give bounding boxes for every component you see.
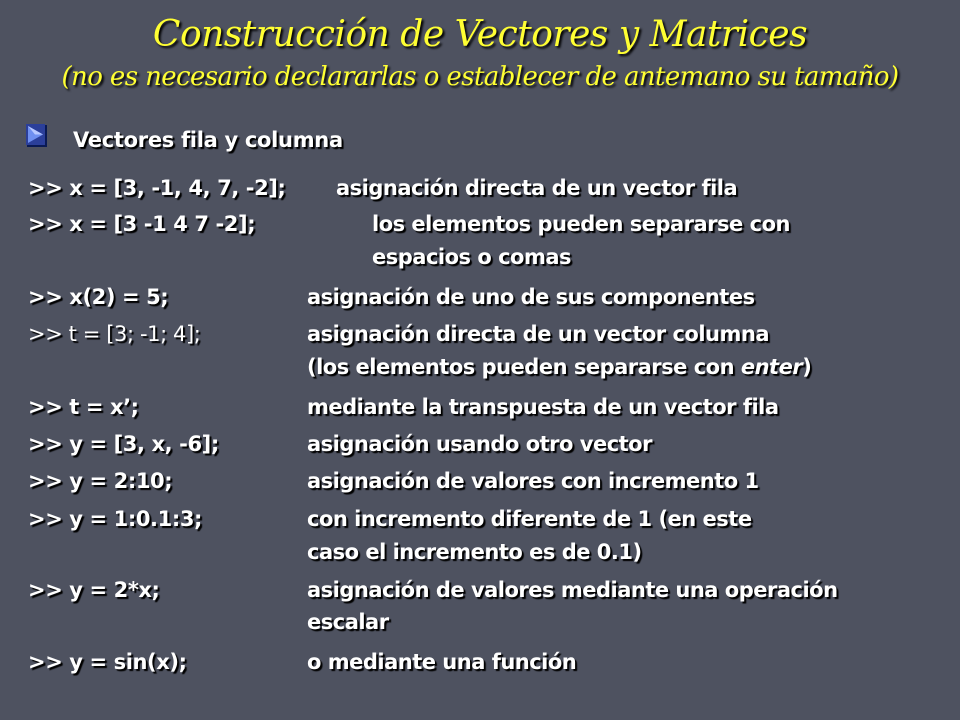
code-line: >> y = 1:0.1:3; <box>28 507 203 531</box>
code-line: >> y = sin(x); <box>28 650 187 674</box>
code-description: asignación directa de un vector fila <box>336 176 738 200</box>
slide-subtitle: (no es necesario declararlas o establecer de antemano su tamaño) <box>61 62 899 92</box>
code-line: >> y = 2:10; <box>28 469 173 493</box>
code-description: asignación usando otro vector <box>307 432 652 456</box>
code-line: >> x = [3, -1, 4, 7, -2]; <box>28 176 286 200</box>
code-line: >> x = [3 -1 4 7 -2]; <box>28 212 256 236</box>
code-description-continuation: escalar <box>307 610 389 634</box>
code-description: o mediante una función <box>307 650 577 674</box>
code-line: >> x(2) = 5; <box>28 285 169 309</box>
code-description: con incremento diferente de 1 (en este <box>307 507 752 531</box>
code-description-continuation: espacios o comas <box>372 245 571 269</box>
blue-triangle-bullet-icon <box>26 124 48 148</box>
section-heading: Vectores fila y columna <box>73 128 343 152</box>
code-line: >> y = [3, x, -6]; <box>28 432 219 456</box>
slide-title: Construcción de Vectores y Matrices <box>152 14 808 55</box>
code-line: >> y = 2*x; <box>28 578 160 602</box>
code-description: asignación de valores con incremento 1 <box>307 469 759 493</box>
code-line: >> t = x’; <box>28 395 139 419</box>
enter-keyword: enter <box>740 355 803 379</box>
code-description: asignación de uno de sus componentes <box>307 285 755 309</box>
code-description: asignación directa de un vector columna <box>307 322 769 346</box>
code-description-continuation: caso el incremento es de 0.1) <box>307 540 642 564</box>
code-description: los elementos pueden separarse con <box>372 212 790 236</box>
code-description: asignación de valores mediante una operación <box>307 578 838 602</box>
code-line: >> t = [3; -1; 4]; <box>28 322 201 346</box>
code-description-continuation: (los elementos pueden separarse con enter) <box>307 355 812 379</box>
code-description: mediante la transpuesta de un vector fila <box>307 395 779 419</box>
